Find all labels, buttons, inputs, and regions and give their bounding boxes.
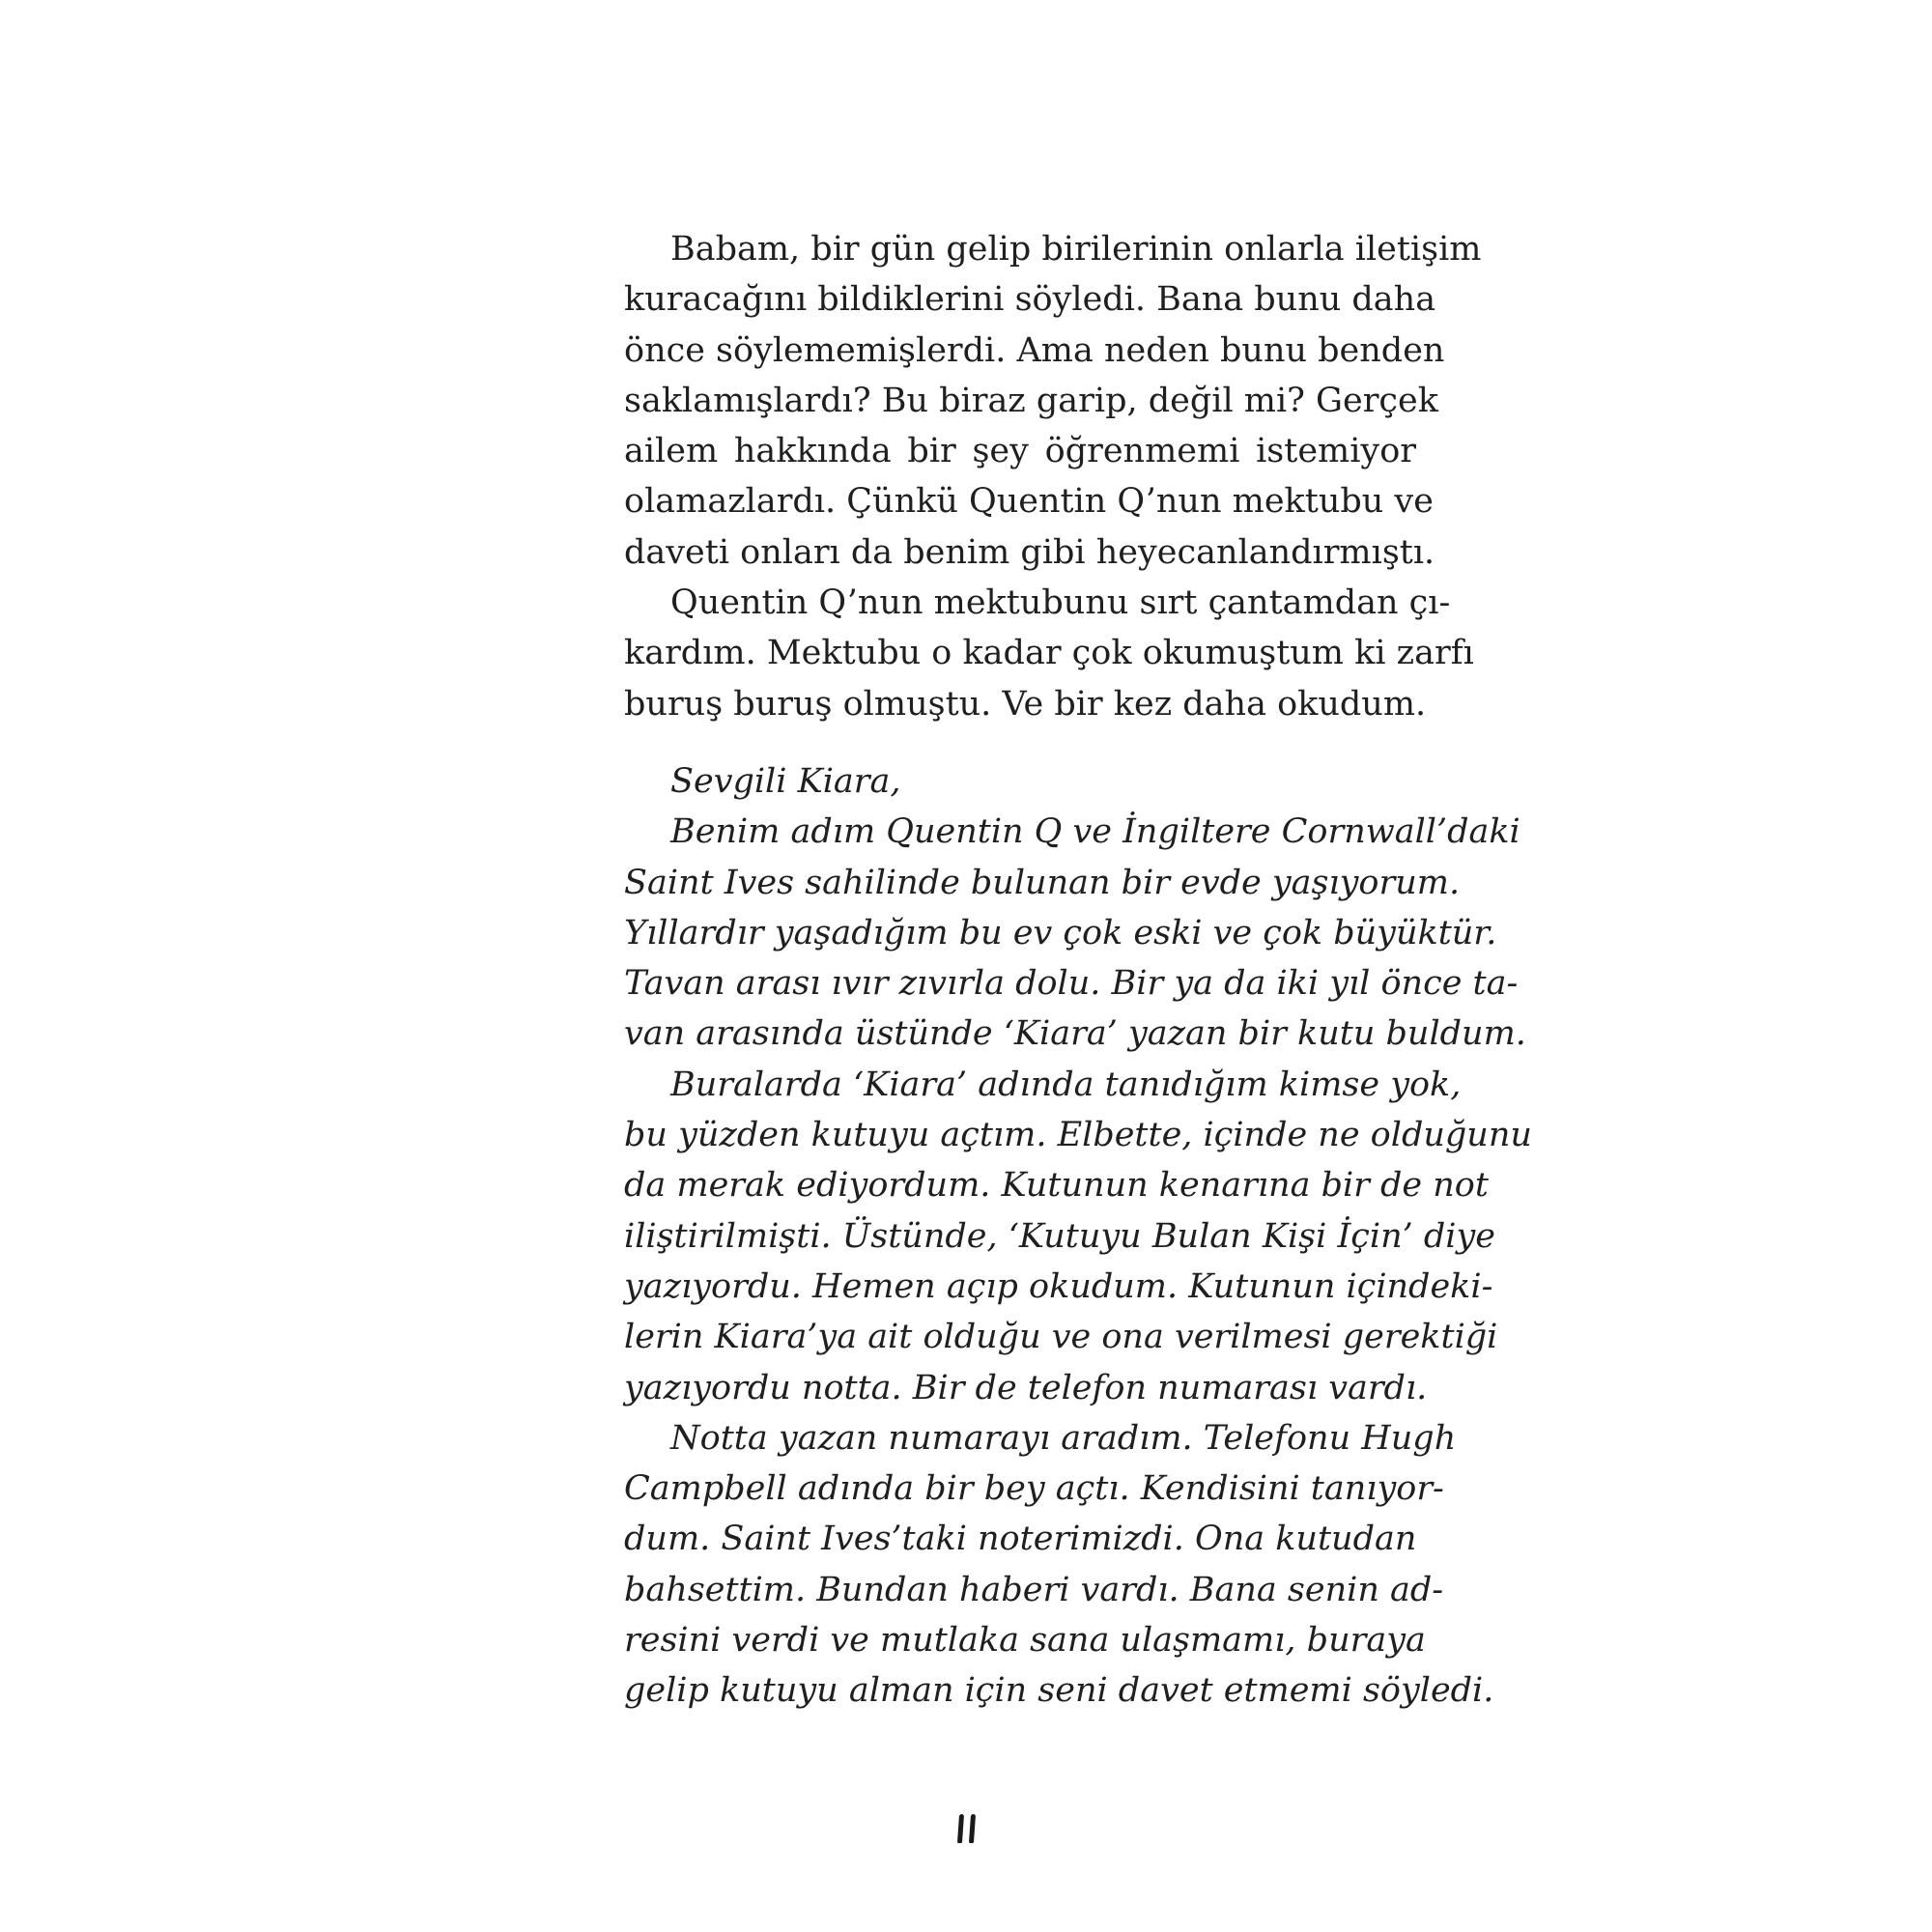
text-line: Buralarda ‘Kiara’ adında tanıdığım kimse yok, — [670, 1065, 1462, 1104]
letter-salutation — [624, 756, 1416, 807]
body-text — [624, 224, 1532, 1717]
text-line: önce söylememişlerdi. Ama neden bunu benden — [624, 330, 1445, 370]
text-line: gelip kutuyu alman için seni davet etmemi söyledi. — [624, 1671, 1494, 1711]
text-line: Tavan arası ıvır zıvırla dolu. Bir ya da iki yıl önce ta- — [624, 964, 1519, 1004]
text-line: dum. Saint Ives’taki noterimizdi. Ona kutudan — [624, 1520, 1417, 1559]
letter-paragraph — [624, 807, 1526, 1059]
text-line: Babam, bir gün gelip birilerinin onlarla iletişim — [670, 230, 1482, 269]
text-line: bahsettim. Bundan haberi vardı. Bana senin ad- — [624, 1570, 1444, 1609]
page-number-text — [966, 1814, 967, 1815]
text-line: lerin Kiara’ya ait olduğu ve ona verilmesi gerektiği — [624, 1318, 1498, 1357]
text-line: Benim adım Quentin Q ve İngiltere Cornwall’daki — [670, 812, 1520, 852]
text-line: kardım. Mektubu o kadar çok okumuştum ki zarfı — [624, 634, 1474, 673]
paragraph — [624, 578, 1474, 729]
letter-paragraph — [624, 1413, 1494, 1717]
text-line: bu yüzden kutuyu açtım. Elbette, içinde ne olduğunu — [624, 1116, 1532, 1155]
text-line: resini verdi ve mutlaka sana ulaşmamı, buraya — [624, 1621, 1426, 1661]
text-line: Quentin Q’nun mektubunu sırt çantamdan çı- — [670, 583, 1451, 623]
page-number-glyph — [956, 1814, 963, 1843]
text-line: olamazlardı. Çünkü Quentin Q’nun mektubu ve — [624, 482, 1434, 522]
page-number-glyph — [968, 1814, 975, 1843]
text-line: buruş buruş olmuştu. Ve bir kez daha okudum. — [624, 684, 1427, 724]
text-line: saklamışlardı? Bu biraz garip, değil mi? Gerçek — [624, 381, 1438, 420]
page-number — [947, 1814, 985, 1851]
text-line: yazıyordu notta. Bir de telefon numarası vardı. — [624, 1368, 1428, 1407]
letter-paragraph — [624, 1060, 1532, 1413]
text-line: Saint Ives sahilinde bulunan bir evde yaşıyorum. — [624, 863, 1461, 902]
section-gap — [624, 729, 1416, 756]
text-line: Campbell adında bir bey açtı. Kendisini tanıyor- — [624, 1469, 1444, 1509]
text-line: yazıyordu. Hemen açıp okudum. Kutunun içindeki- — [624, 1266, 1493, 1306]
paragraph — [624, 224, 1482, 578]
text-line: van arasında üstünde ‘Kiara’ yazan bir kutu buldum. — [624, 1014, 1526, 1054]
text-line: ailem hakkında bir şey öğrenmemi istemiyor — [624, 432, 1416, 471]
text-line: daveti onları da benim gibi heyecanlandırmıştı. — [624, 532, 1435, 572]
text-line: da merak ediyordum. Kutunun kenarına bir de not — [624, 1166, 1489, 1206]
text-line: Yıllardır yaşadığım bu ev çok eski ve çok büyüktür. — [624, 913, 1497, 952]
text-line: Sevgili Kiara, — [670, 761, 901, 801]
text-line: iliştirilmişti. Üstünde, ‘Kutuyu Bulan Kişi İçin’ diye — [624, 1216, 1495, 1256]
text-line: Notta yazan numarayı aradım. Telefonu Hugh — [670, 1418, 1457, 1458]
text-line: kuracağını bildiklerini söyledi. Bana bunu daha — [624, 280, 1436, 320]
